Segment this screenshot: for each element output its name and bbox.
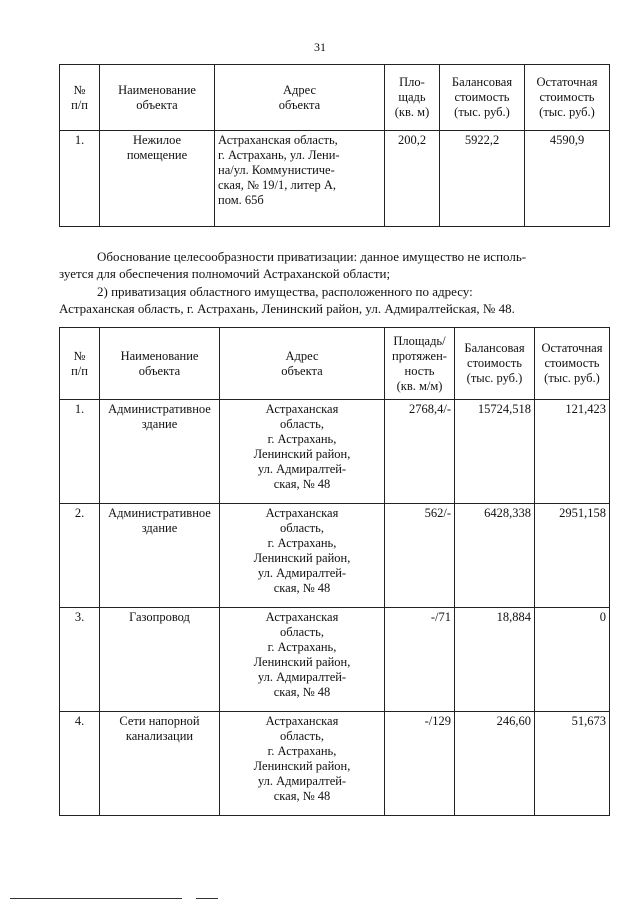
row-name: Газопровод xyxy=(100,608,220,712)
row-address: Астраханская область, г. Астрахань, Ленинский район, ул. Адмиралтей- ская, № 48 xyxy=(220,608,385,712)
table-row xyxy=(60,712,610,816)
header-address: Адрес объекта xyxy=(220,328,385,400)
header-address: Адрес объекта xyxy=(215,65,385,131)
row-residual: 121,423 xyxy=(535,400,610,504)
row-balance: 6428,338 xyxy=(455,504,535,608)
row-residual: 2951,158 xyxy=(535,504,610,608)
row-balance: 18,884 xyxy=(455,608,535,712)
row-num: 1. xyxy=(60,400,100,504)
row-balance: 15724,518 xyxy=(455,400,535,504)
table-header-row xyxy=(60,328,610,400)
header-name: Наименование объекта xyxy=(100,328,220,400)
header-balance: Балансовая стоимость (тыс. руб.) xyxy=(455,328,535,400)
row-address: Астраханская область, г. Астрахань, Ленинский район, ул. Адмиралтей- ская, № 48 xyxy=(220,712,385,816)
table-row xyxy=(60,400,610,504)
row-area: 562/- xyxy=(385,504,455,608)
row-area: -/71 xyxy=(385,608,455,712)
privatization-paragraph: 2) приватизация областного имущества, расположенного по адресу: Астраханская область, г. Астрахань, Ленинский район, ул. Адмиралтейская, № 48. xyxy=(59,284,515,316)
row-name: Административное здание xyxy=(100,400,220,504)
header-num: № п/п xyxy=(60,328,100,400)
justification-paragraph: Обоснование целесообразности приватизации: данное имущество не исполь- зуется для обеспечения полномочий Астраханской области; xyxy=(59,249,527,281)
row-name: Административное здание xyxy=(100,504,220,608)
table-row xyxy=(60,504,610,608)
row-address: Астраханская область, г. Астрахань, Ленинский район, ул. Адмиралтей- ская, № 48 xyxy=(220,504,385,608)
objects-table-1 xyxy=(59,64,610,227)
footer-rule xyxy=(10,898,182,899)
row-num: 3. xyxy=(60,608,100,712)
row-balance: 246,60 xyxy=(455,712,535,816)
header-name: Наименование объекта xyxy=(100,65,215,131)
row-residual: 4590,9 xyxy=(525,131,610,227)
header-num: № п/п xyxy=(60,65,100,131)
row-residual: 51,673 xyxy=(535,712,610,816)
page-number: 31 xyxy=(314,40,326,54)
table-row xyxy=(60,131,610,227)
row-address: Астраханская область, г. Астрахань, Ленинский район, ул. Адмиралтей- ская, № 48 xyxy=(220,400,385,504)
row-num: 4. xyxy=(60,712,100,816)
footer-rule-short xyxy=(196,898,218,899)
row-address: Астраханская область, г. Астрахань, ул. Лени- на/ул. Коммунистиче- ская, № 19/1, литер А, пом. 65б xyxy=(215,131,385,227)
row-area: 200,2 xyxy=(385,131,440,227)
table-row xyxy=(60,608,610,712)
row-num: 1. xyxy=(60,131,100,227)
header-area: Площадь/ протяжен- ность (кв. м/м) xyxy=(385,328,455,400)
header-residual: Остаточная стоимость (тыс. руб.) xyxy=(525,65,610,131)
row-name: Сети напорной канализации xyxy=(100,712,220,816)
row-balance: 5922,2 xyxy=(440,131,525,227)
header-area: Пло- щадь (кв. м) xyxy=(385,65,440,131)
row-area: 2768,4/- xyxy=(385,400,455,504)
row-num: 2. xyxy=(60,504,100,608)
header-balance: Балансовая стоимость (тыс. руб.) xyxy=(440,65,525,131)
header-residual: Остаточная стоимость (тыс. руб.) xyxy=(535,328,610,400)
row-name: Нежилое помещение xyxy=(100,131,215,227)
row-area: -/129 xyxy=(385,712,455,816)
table-header-row xyxy=(60,65,610,131)
objects-table-2 xyxy=(59,327,610,816)
row-residual: 0 xyxy=(535,608,610,712)
